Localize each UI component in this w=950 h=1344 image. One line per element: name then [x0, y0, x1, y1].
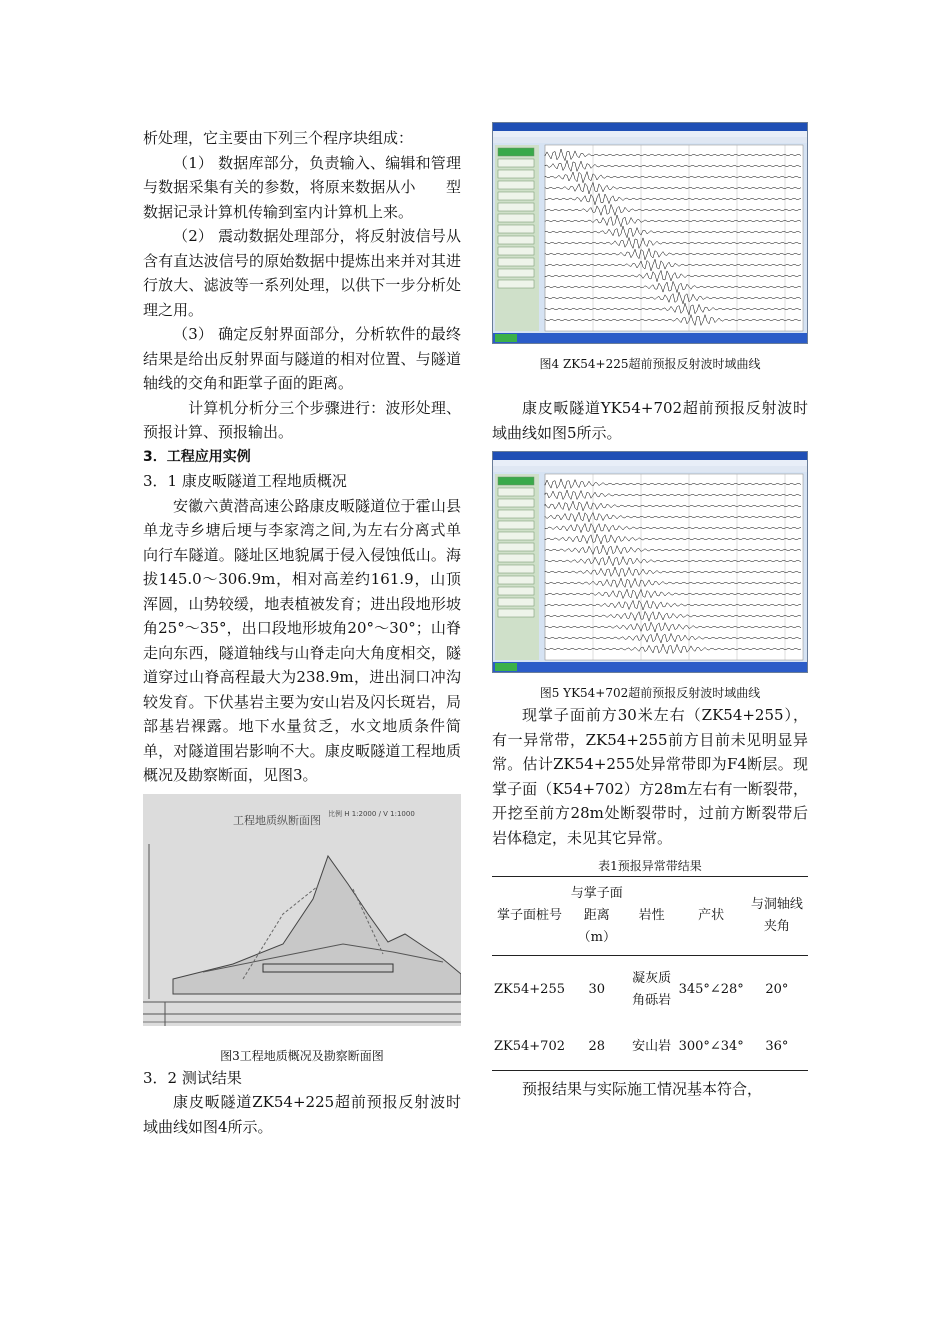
table-cell: 300°∠34°	[677, 1024, 746, 1071]
side-panel-button	[498, 203, 534, 211]
window-titlebar	[493, 452, 807, 460]
side-panel-button	[498, 488, 534, 496]
fig3-title: 工程地质纵断面图	[233, 813, 321, 827]
subsection-heading-3-1: 3．1 康皮畈隧道工程地质概况	[143, 472, 347, 490]
figure-4-screenshot	[492, 122, 808, 344]
side-panel-button	[498, 609, 534, 617]
table-header: 岩性	[627, 877, 677, 956]
toolbar	[493, 466, 807, 472]
side-panel-button	[498, 499, 534, 507]
toolbar	[493, 137, 807, 143]
table-cell: 凝灰质角砾岩	[632, 971, 672, 1008]
side-panel-button	[498, 598, 534, 606]
start-button	[495, 663, 517, 671]
taskbar	[493, 662, 807, 672]
table-caption: 表1预报异常带结果	[598, 859, 702, 873]
table-header: 与掌子面距离（m）	[567, 877, 627, 956]
side-panel-button	[498, 521, 534, 529]
paragraph-test-result: 康皮畈隧道ZK54+225超前预报反射波时域曲线如图4所示。	[143, 1093, 461, 1136]
waveform-software-window	[493, 452, 807, 672]
side-panel-button	[498, 159, 534, 167]
paragraph-anomaly: 现掌子面前方30米左右（ZK54+255），有一异常带，ZK54+255前方目前未见明显异常。估计ZK54+255处异常带即为F4断层。现掌子面（K54+702）方28m左右有一断裂带，开挖至前方28m处断裂带时，过前方断裂带后岩体稳定，未见其它异常。	[492, 706, 808, 847]
subsection-heading-3-2: 3．2 测试结果	[143, 1068, 242, 1087]
side-panel-button	[498, 148, 534, 156]
menu-bar	[493, 460, 807, 466]
start-button	[495, 334, 517, 342]
table-cell: 30	[588, 982, 606, 997]
paragraph-processing: （2） 震动数据处理部分，将反射波信号从含有直达波信号的原始数据中提炼出来并对其进行放大、滤波等一系列处理，以供下一步分析处理之用。	[143, 227, 461, 319]
side-panel-button	[498, 587, 534, 595]
table-cell: 36°	[746, 1024, 808, 1071]
side-panel-button	[498, 280, 534, 288]
side-panel-button	[498, 225, 534, 233]
side-panel-button	[498, 214, 534, 222]
window-titlebar	[493, 123, 807, 131]
side-panel-button	[498, 477, 534, 485]
waveform-software-window	[493, 123, 807, 343]
fig3-scale: 比例 H 1:2000 / V 1:1000	[328, 809, 415, 818]
left-column	[143, 126, 461, 1139]
menu-bar	[493, 131, 807, 137]
side-panel-button	[498, 192, 534, 200]
side-panel-button	[498, 247, 534, 255]
table-header-row	[492, 877, 808, 956]
paragraph-conclusion: 预报结果与实际施工情况基本符合，	[522, 1080, 763, 1098]
table-cell: 20°	[765, 982, 789, 997]
table-row	[492, 1024, 808, 1071]
side-panel-button	[498, 543, 534, 551]
paragraph-database: （1） 数据库部分，负责输入、编辑和管理与数据采集有关的参数，将原来数据从小 型数据记录计算机传输到室内计算机上来。	[143, 153, 461, 221]
side-panel-button	[498, 565, 534, 573]
paragraph-reflection: （3） 确定反射界面部分，分析软件的最终结果是给出反射界面与隧道的相对位置、与隧道轴线的交角和距掌子面的距离。	[143, 325, 461, 392]
side-panel-button	[498, 554, 534, 562]
table-header: 与洞轴线夹角	[746, 877, 808, 956]
figure-4-caption: 图4 ZK54+225超前预报反射波时域曲线	[539, 357, 761, 371]
side-panel-button	[498, 532, 534, 540]
table-header: 产状	[677, 877, 746, 956]
taskbar	[493, 333, 807, 343]
table-cell: ZK54+255	[494, 982, 565, 997]
figure-3-caption: 图3工程地质概况及勘察断面图	[220, 1048, 384, 1063]
paragraph-intro: 析处理，它主要由下列三个程序块组成：	[143, 129, 414, 147]
anomaly-table	[492, 876, 808, 1071]
paragraph-geology: 安徽六黄潜高速公路康皮畈隧道位于霍山县单龙寺乡塘后埂与李家湾之间,为左右分离式单向行车隧道。隧址区地貌属于侵入侵蚀低山。海拔145.0～306.9m，相对高差约161.9，山顶浑圆，山势较缓，地表植被发育；进出段地形坡角25°～35°，出口段地形坡角20°～30°；山脊走向东西，隧道轴线与山脊走向大角度相交，隧道穿过山脊高程最大为238.9m，进出洞口冲沟较发育。下伏基岩主要为安山岩及闪长斑岩，局部基岩裸露。地下水量贫乏，水文地质条件简单，对隧道围岩影响不大。康皮畈隧道工程地质概况及勘察断面，见图3。	[143, 496, 461, 784]
side-panel-button	[498, 258, 534, 266]
table-cell: 安山岩	[627, 1024, 677, 1071]
table-cell: 345°∠28°	[678, 982, 744, 997]
paragraph-steps: 计算机分析分三个步骤进行：波形处理、预报计算、预报输出。	[143, 398, 461, 441]
plot-area	[545, 145, 803, 331]
side-panel-button	[498, 181, 534, 189]
right-column	[492, 122, 808, 1102]
geologic-section-drawing	[143, 794, 461, 1026]
side-panel-button	[498, 510, 534, 518]
side-panel-button	[498, 269, 534, 277]
section-heading-3: 3．工程应用实例	[143, 448, 251, 465]
side-panel-button	[498, 170, 534, 178]
figure-3-geologic-section	[143, 794, 461, 1026]
table-row	[492, 956, 808, 1025]
paragraph-fig5-intro: 康皮畈隧道YK54+702超前预报反射波时域曲线如图5所示。	[492, 399, 808, 442]
figure-5-caption: 图5 YK54+702超前预报反射波时域曲线	[539, 686, 761, 700]
side-panel-button	[498, 236, 534, 244]
table-cell: ZK54+702	[492, 1024, 567, 1071]
side-panel-button	[498, 576, 534, 584]
table-header: 掌子面桩号	[492, 877, 567, 956]
table-cell: 28	[567, 1024, 627, 1071]
plot-area	[545, 474, 803, 660]
figure-5-screenshot	[492, 451, 808, 673]
